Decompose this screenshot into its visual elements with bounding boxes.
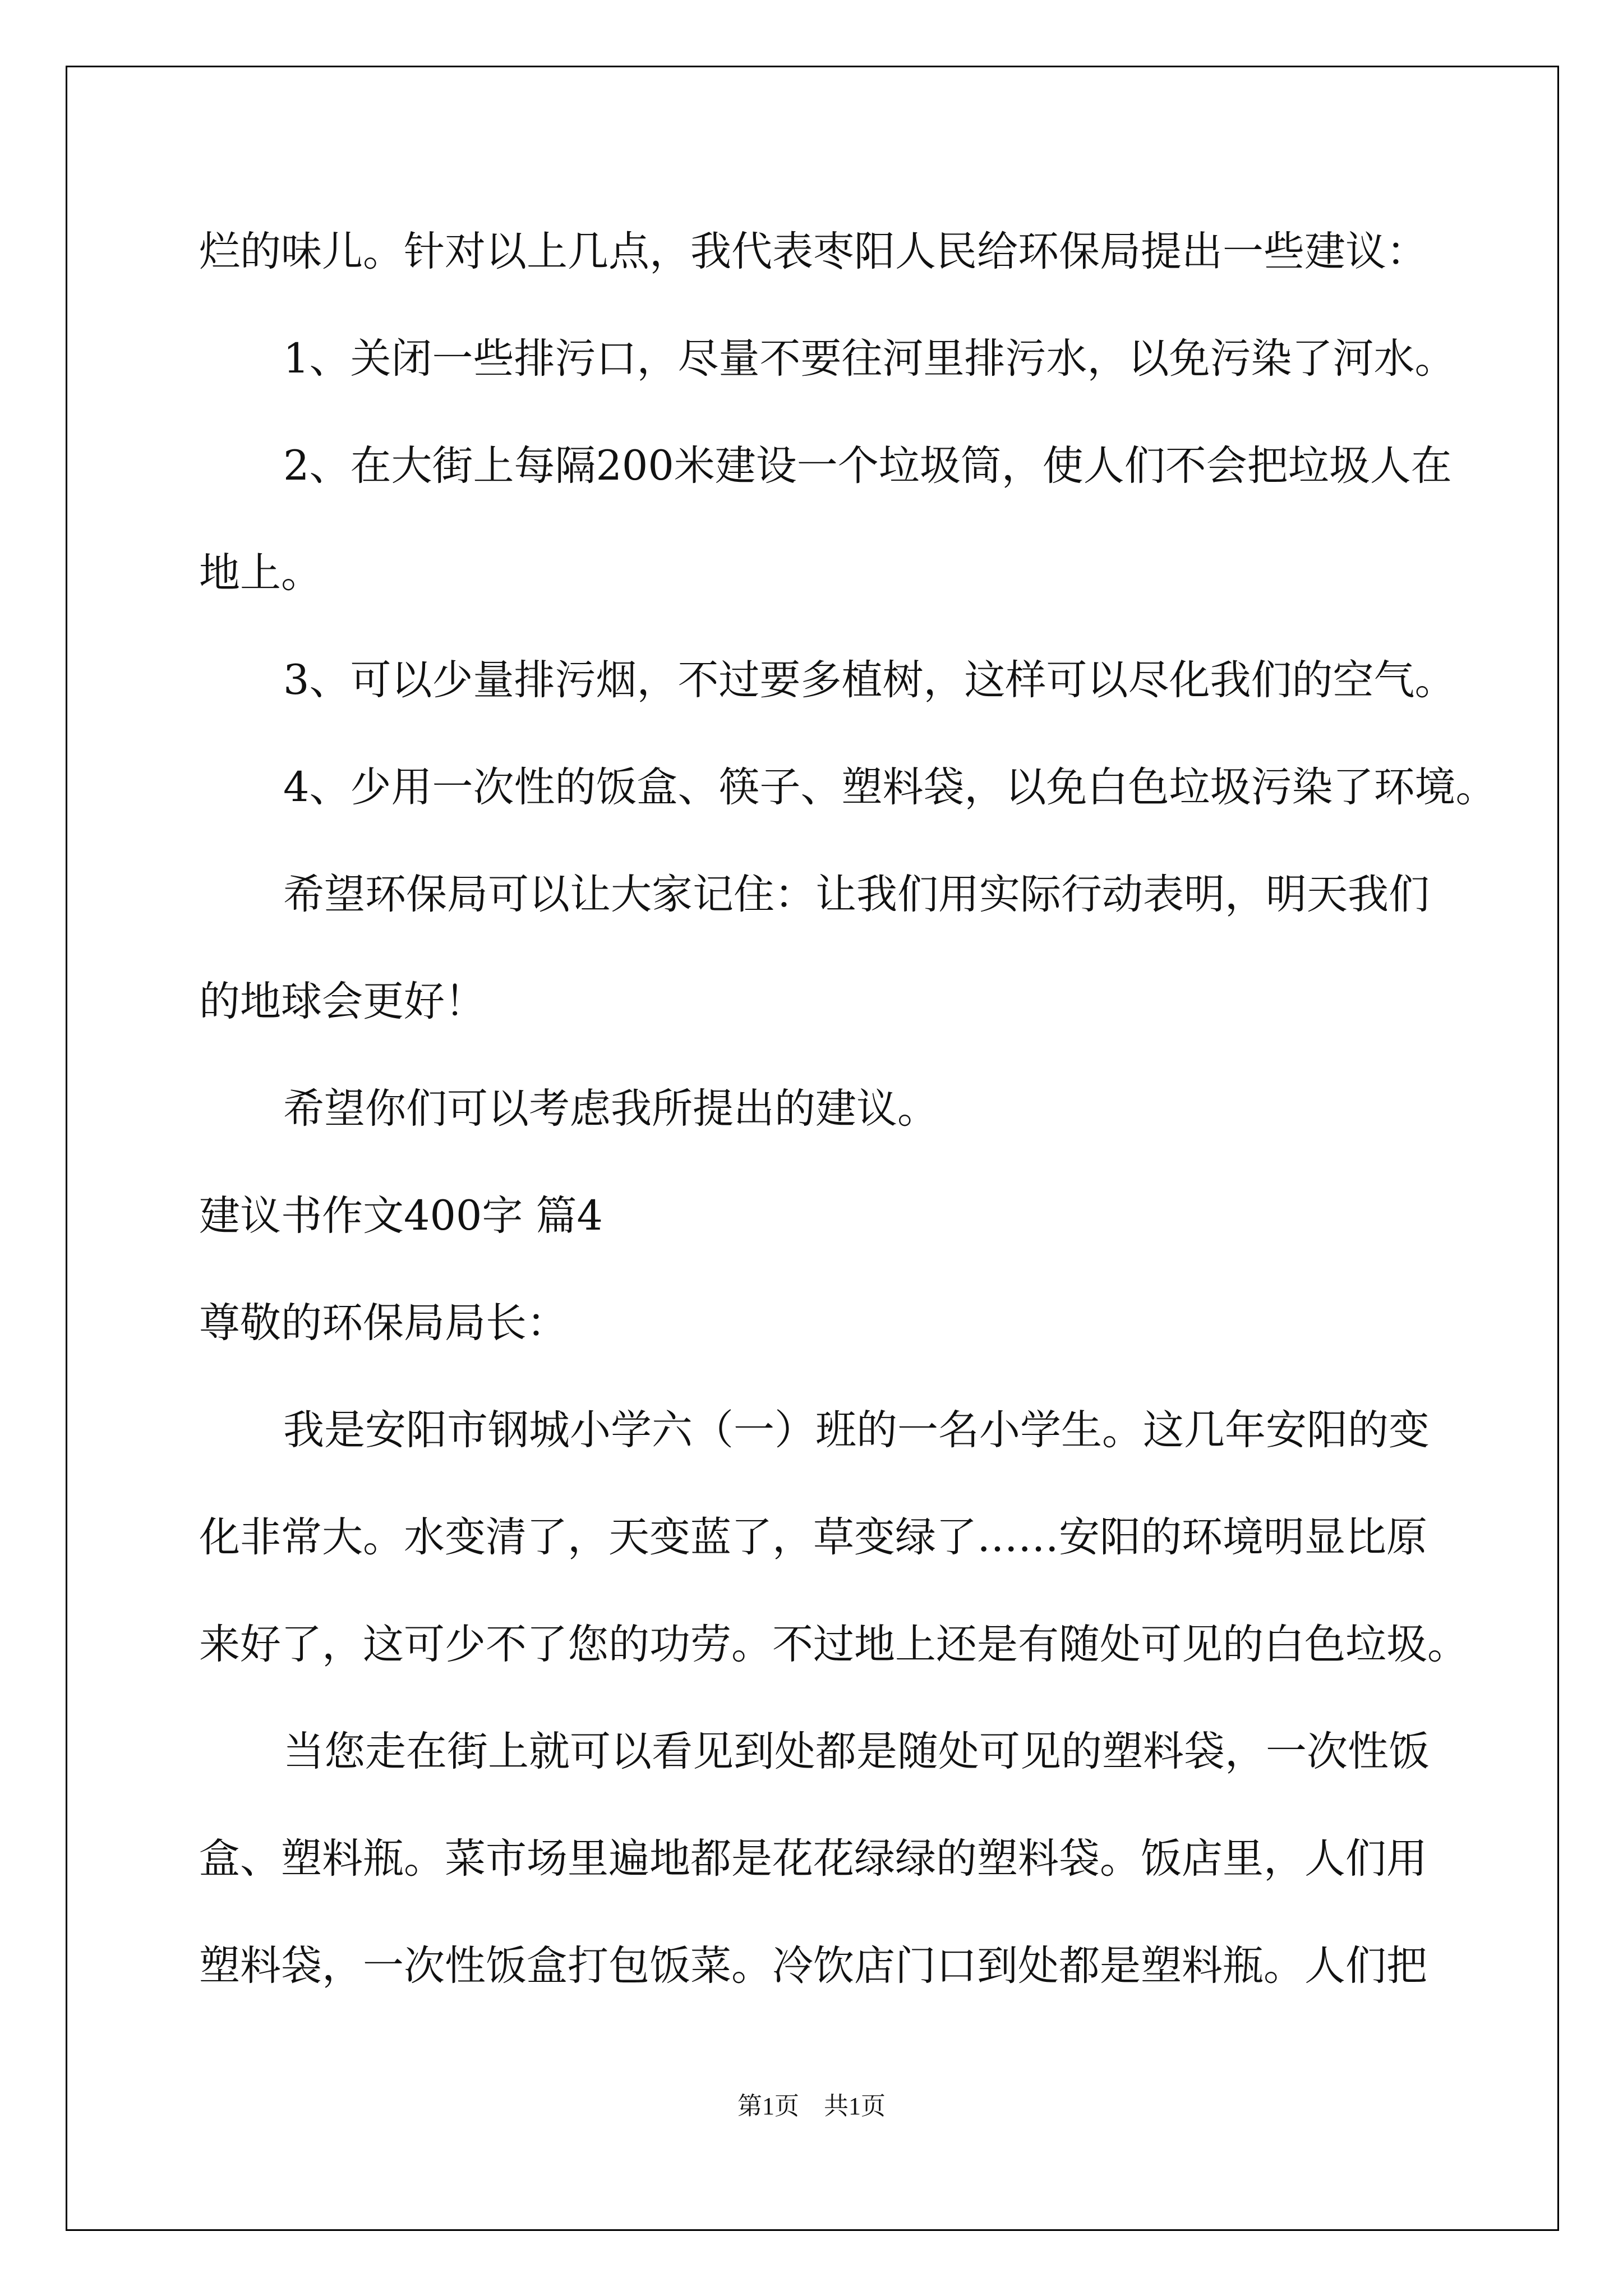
- list-item-2-continuation: 地上。: [199, 549, 322, 597]
- paragraph-line: 塑料袋，一次性饭盒打包饭菜。冷饮店门口到处都是塑料瓶。人们把: [199, 1942, 1427, 1990]
- paragraph-line: 烂的味儿。针对以上几点，我代表枣阳人民给环保局提出一些建议：: [199, 228, 1427, 275]
- salutation: 尊敬的环保局局长：: [199, 1299, 568, 1347]
- list-item-2: 2、在大街上每隔200米建设一个垃圾筒，使人们不会把垃圾人在: [283, 442, 1452, 490]
- list-item-3: 3、可以少量排污烟，不过要多植树，这样可以尽化我们的空气。: [283, 656, 1456, 704]
- paragraph-line: 盒、塑料瓶。菜市场里遍地都是花花绿绿的塑料袋。饭店里，人们用: [199, 1835, 1427, 1883]
- section-heading: 建议书作文400字 篇4: [199, 1192, 603, 1240]
- paragraph-line: 化非常大。水变清了，天变蓝了，草变绿了……安阳的环境明显比原: [199, 1513, 1427, 1561]
- paragraph-line: 当您走在街上就可以看见到处都是随处可见的塑料袋，一次性饭: [283, 1728, 1430, 1775]
- paragraph-line: 希望你们可以考虑我所提出的建议。: [283, 1085, 938, 1133]
- paragraph-line: 的地球会更好！: [199, 978, 486, 1025]
- list-item-1: 1、关闭一些排污口，尽量不要往河里排污水，以免污染了河水。: [283, 335, 1456, 383]
- list-item-4: 4、少用一次性的饭盒、筷子、塑料袋，以免白色垃圾污染了环境。: [283, 763, 1497, 811]
- paragraph-line: 我是安阳市钢城小学六（一）班的一名小学生。这几年安阳的变: [283, 1406, 1430, 1454]
- page-number-footer: 第1页 共1页: [737, 2092, 886, 2120]
- paragraph-line: 来好了，这可少不了您的功劳。不过地上还是有随处可见的白色垃圾。: [199, 1621, 1468, 1668]
- page-border: [66, 66, 1559, 2231]
- paragraph-line: 希望环保局可以让大家记住：让我们用实际行动表明，明天我们: [283, 871, 1430, 918]
